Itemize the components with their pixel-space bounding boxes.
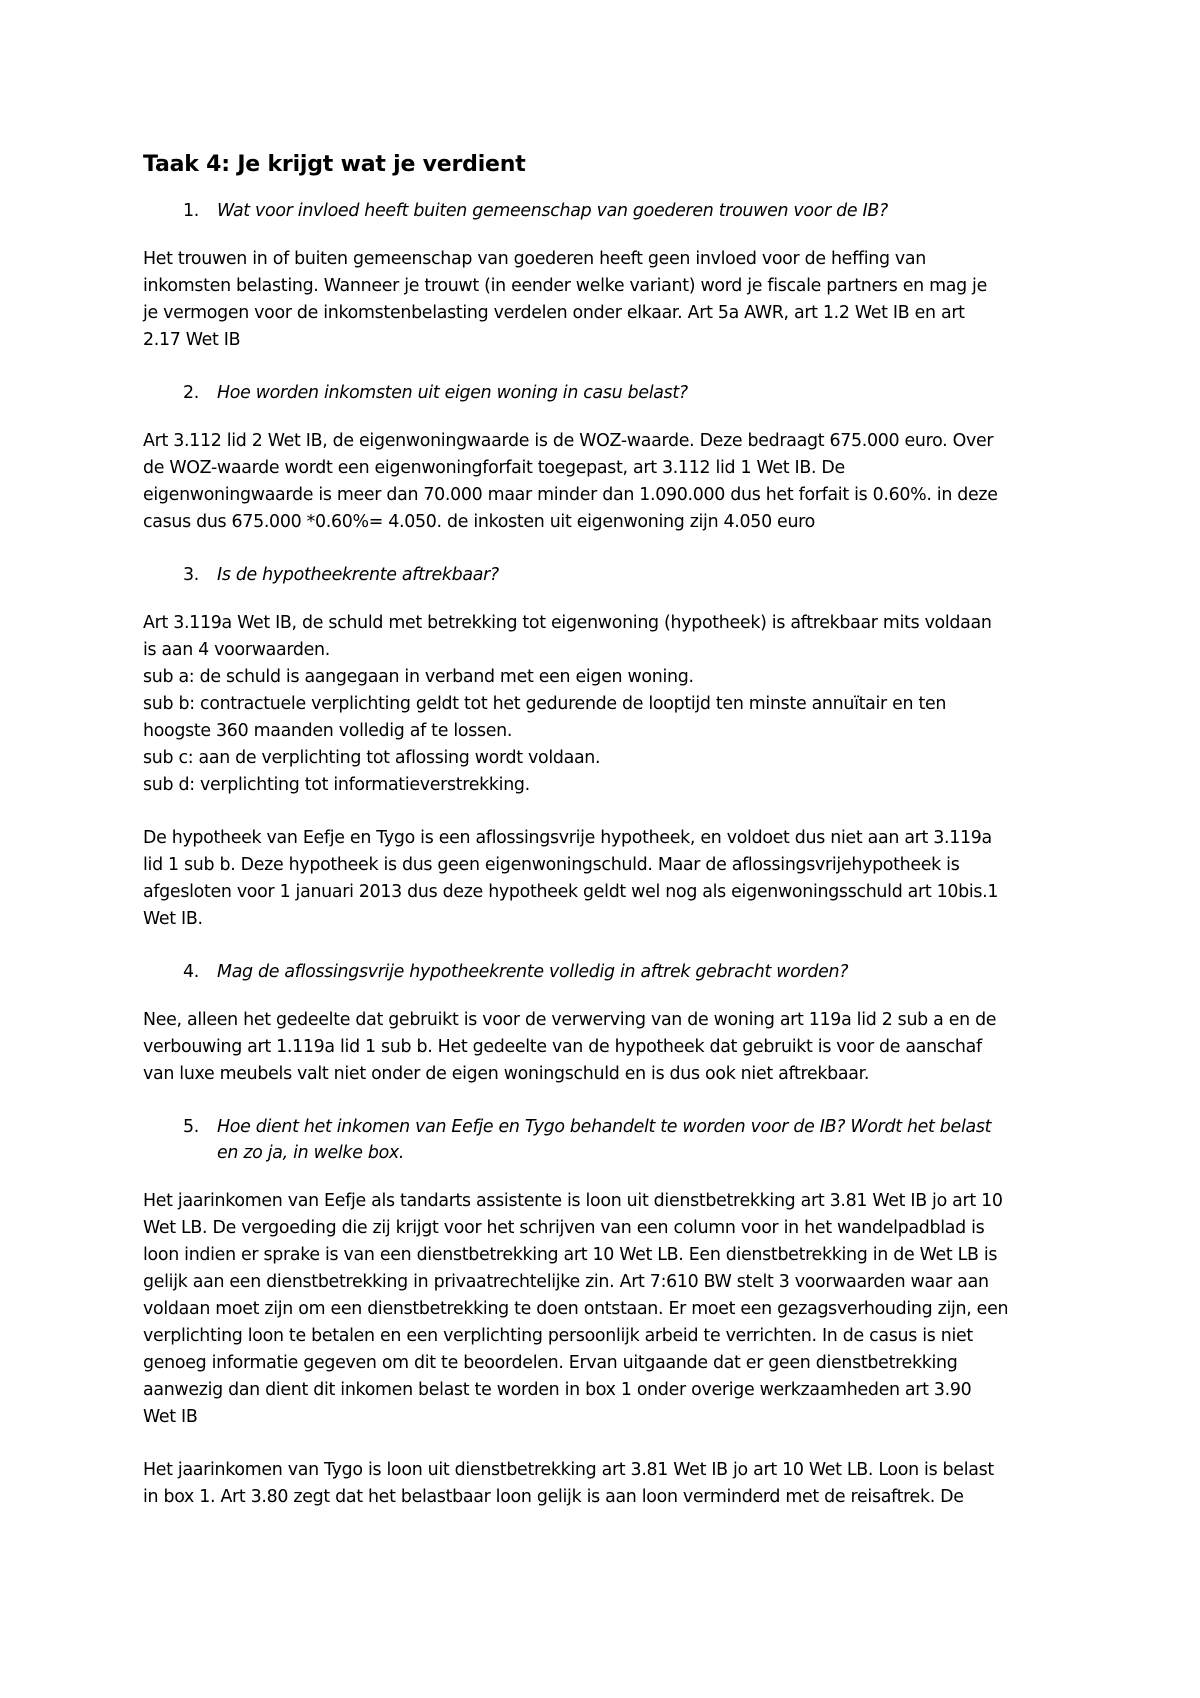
question-line: en zo ja, in welke box. [217, 1143, 405, 1163]
text-line: 2.17 Wet IB [143, 330, 241, 350]
text-line: je vermogen voor de inkomstenbelasting verdelen onder elkaar. Art 5a AWR, art 1.2 Wet IB en art [143, 303, 965, 323]
answer-paragraph [143, 1007, 1073, 1088]
text-line: De hypotheek van Eefje en Tygo is een aflossingsvrije hypotheek, en voldoet dus niet aan art 3.119a [143, 828, 992, 848]
text-line: Het trouwen in of buiten gemeenschap van goederen heeft geen invloed voor de heffing van [143, 249, 927, 269]
text-line: afgesloten voor 1 januari 2013 dus deze hypotheek geldt wel nog als eigenwoningsschuld art 10bis.1 [143, 882, 999, 902]
question-number: 2. [183, 383, 199, 403]
answer-paragraph [143, 246, 1073, 354]
text-line: sub d: verplichting tot informatieverstrekking. [143, 775, 530, 795]
text-line: Wet IB [143, 1407, 198, 1427]
text-line: Wet IB. [143, 909, 203, 929]
text-line: sub a: de schuld is aangegaan in verband met een eigen woning. [143, 667, 694, 687]
text-line: is aan 4 voorwaarden. [143, 640, 330, 660]
text-line: van luxe meubels valt niet onder de eigen woningschuld en is dus ook niet aftrekbaar. [143, 1064, 870, 1084]
text-line: verplichting loon te betalen en een verplichting persoonlijk arbeid te verrichten. In de casus is niet [143, 1326, 973, 1346]
answer-paragraph [143, 1188, 1073, 1431]
text-line: hoogste 360 maanden volledig af te lossen. [143, 721, 513, 741]
text-line: verbouwing art 1.119a lid 1 sub b. Het gedeelte van de hypotheek dat gebruikt is voor de aanschaf [143, 1037, 982, 1057]
answer-paragraph [143, 610, 1073, 799]
text-line: eigenwoningwaarde is meer dan 70.000 maar minder dan 1.090.000 dus het forfait is 0.60%. in deze [143, 485, 998, 505]
text-line: inkomsten belasting. Wanneer je trouwt (in eender welke variant) word je fiscale partners en mag je [143, 276, 987, 296]
text-line: de WOZ-waarde wordt een eigenwoningforfait toegepast, art 3.112 lid 1 Wet IB. De [143, 458, 845, 478]
text-line: sub c: aan de verplichting tot aflossing wordt voldaan. [143, 748, 601, 768]
text-line: loon indien er sprake is van een dienstbetrekking art 10 Wet LB. Een dienstbetrekking in de Wet LB is [143, 1245, 998, 1265]
question-number: 4. [183, 962, 199, 982]
question-text: Hoe worden inkomsten uit eigen woning in casu belast? [217, 383, 688, 403]
question-number: 5. [183, 1117, 199, 1137]
text-line: aanwezig dan dient dit inkomen belast te worden in box 1 onder overige werkzaamheden art 3.90 [143, 1380, 972, 1400]
answer-paragraph [143, 825, 1073, 933]
text-line: Art 3.112 lid 2 Wet IB, de eigenwoningwaarde is de WOZ-waarde. Deze bedraagt 675.000 euro. Over [143, 431, 994, 451]
question-number: 1. [183, 201, 199, 221]
question-line: Hoe dient het inkomen van Eefje en Tygo behandelt te worden voor de IB? Wordt het belast [217, 1117, 992, 1137]
text-line: in box 1. Art 3.80 zegt dat het belastbaar loon gelijk is aan loon verminderd met de reisaftrek. De [143, 1487, 964, 1507]
answer-paragraph [143, 428, 1073, 536]
text-line: gelijk aan een dienstbetrekking in privaatrechtelijke zin. Art 7:610 BW stelt 3 voorwaarden waar aan [143, 1272, 989, 1292]
text-line: voldaan moet zijn om een dienstbetrekking te doen ontstaan. Er moet een gezagsverhouding zijn, een [143, 1299, 1009, 1319]
page-title: Taak 4: Je krijgt wat je verdient [143, 152, 526, 177]
text-line: Art 3.119a Wet IB, de schuld met betrekking tot eigenwoning (hypotheek) is aftrekbaar mits voldaan [143, 613, 992, 633]
question-4 [143, 959, 1073, 985]
text-line: sub b: contractuele verplichting geldt tot het gedurende de looptijd ten minste annuïtair en ten [143, 694, 947, 714]
text-line: lid 1 sub b. Deze hypotheek is dus geen eigenwoningschuld. Maar de aflossingsvrijehypotheek is [143, 855, 960, 875]
document-page [143, 150, 1073, 1537]
text-line: Het jaarinkomen van Tygo is loon uit dienstbetrekking art 3.81 Wet IB jo art 10 Wet LB. Loon is belast [143, 1460, 994, 1480]
question-number: 3. [183, 565, 199, 585]
text-line: Wet LB. De vergoeding die zij krijgt voor het schrijven van een column voor in het wandelpadblad is [143, 1218, 985, 1238]
question-5 [143, 1114, 1073, 1166]
text-line: Het jaarinkomen van Eefje als tandarts assistente is loon uit dienstbetrekking art 3.81 Wet IB jo art 10 [143, 1191, 1003, 1211]
text-line: Nee, alleen het gedeelte dat gebruikt is voor de verwerving van de woning art 119a lid 2 sub a en de [143, 1010, 997, 1030]
question-text: Is de hypotheekrente aftrekbaar? [217, 565, 499, 585]
question-text: Mag de aflossingsvrije hypotheekrente volledig in aftrek gebracht worden? [217, 962, 849, 982]
question-1 [143, 198, 1073, 224]
text-line: genoeg informatie gegeven om dit te beoordelen. Ervan uitgaande dat er geen dienstbetrekking [143, 1353, 958, 1373]
question-text [217, 1114, 1073, 1166]
answer-paragraph [143, 1457, 1073, 1511]
question-2 [143, 380, 1073, 406]
question-text: Wat voor invloed heeft buiten gemeenschap van goederen trouwen voor de IB? [217, 201, 888, 221]
question-3 [143, 562, 1073, 588]
text-line: casus dus 675.000 *0.60%= 4.050. de inkosten uit eigenwoning zijn 4.050 euro [143, 512, 815, 532]
